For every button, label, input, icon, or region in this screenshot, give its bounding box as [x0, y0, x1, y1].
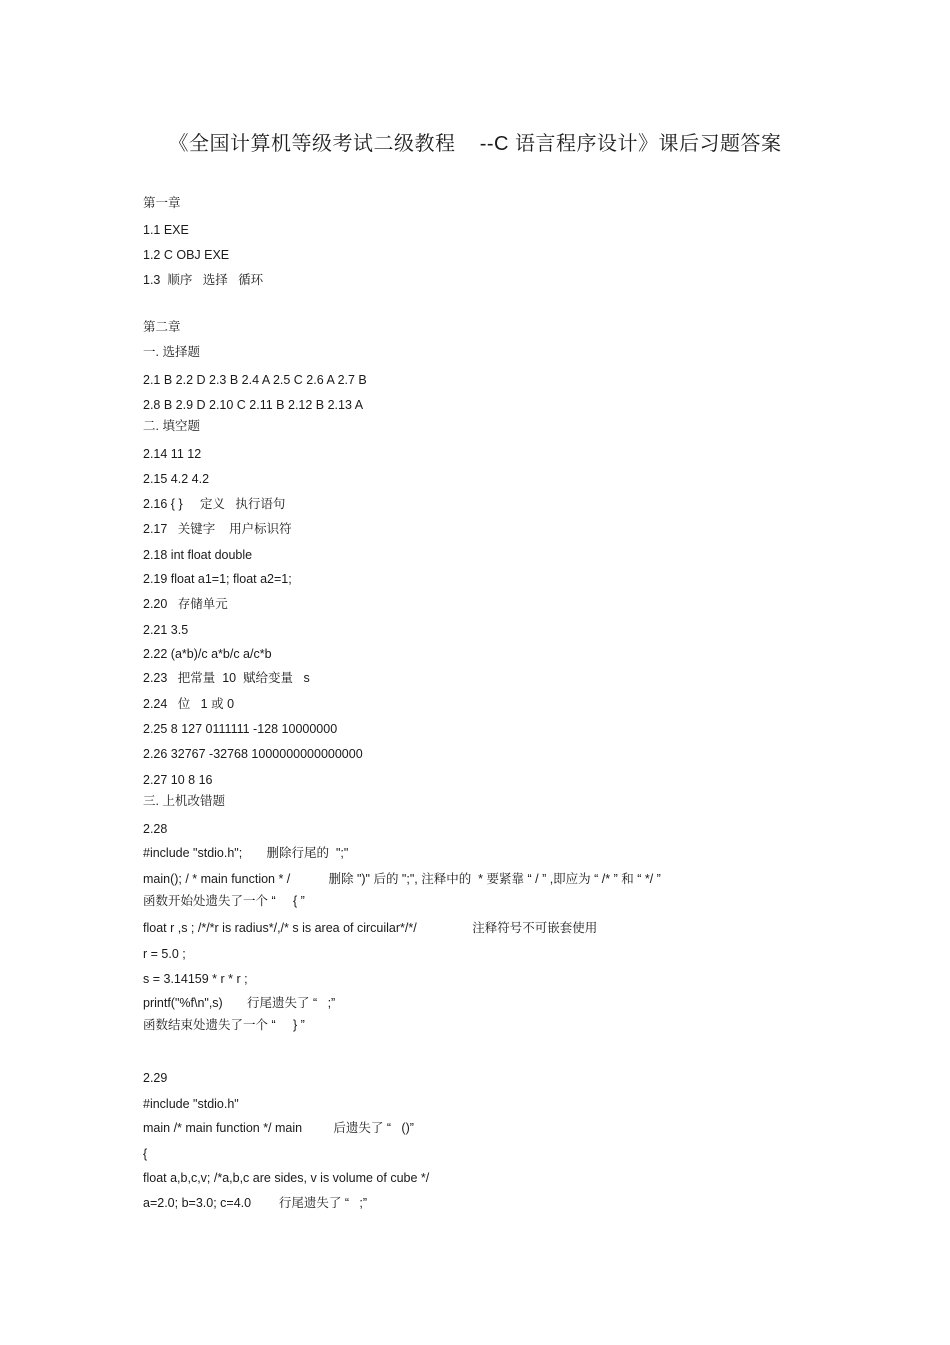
code-line: r = 5.0 ; — [143, 947, 186, 961]
answer-line: 1.3 顺序 选择 循环 — [143, 273, 264, 287]
answer-line: 1.2 C OBJ EXE — [143, 248, 230, 262]
answer-line: 2.8 B 2.9 D 2.10 C 2.11 B 2.12 B 2.13 A — [143, 398, 364, 412]
answer-line: 2.27 10 8 16 — [143, 773, 213, 787]
code-line: #include "stdio.h"; 删除行尾的 ";" — [143, 846, 349, 860]
code-line: s = 3.14159 * r * r ; — [143, 972, 248, 986]
chapter-1-heading: 第一章 — [143, 196, 181, 210]
answer-line: 2.22 (a*b)/c a*b/c a/c*b — [143, 647, 272, 661]
answer-line: 2.26 32767 -32768 1000000000000000 — [143, 747, 363, 761]
code-line: main(); / * main function * / 删除 ")" 后的 ";", 注释中的 * 要紧靠 “ / ” ,即应为 “ /* ” 和 “ */ ” — [143, 872, 661, 886]
code-line: printf("%f\n",s) 行尾遗失了 “ ;” — [143, 996, 336, 1010]
code-line: a=2.0; b=3.0; c=4.0 行尾遗失了 “ ;” — [143, 1196, 368, 1210]
code-line: { — [143, 1147, 148, 1161]
chapter-2-heading: 第二章 — [143, 320, 181, 334]
answer-line: 2.15 4.2 4.2 — [143, 472, 210, 486]
answer-line: 2.18 int float double — [143, 548, 253, 562]
section-heading-fill: 二. 填空题 — [143, 419, 200, 433]
code-line: #include "stdio.h" — [143, 1097, 239, 1111]
exercise-number: 2.29 — [143, 1071, 168, 1085]
code-line: float r ,s ; /*/*r is radius*/,/* s is area of circuilar*/*/ 注释符号不可嵌套使用 — [143, 921, 598, 935]
answer-line: 2.24 位 1 或 0 — [143, 697, 235, 711]
code-note: 函数开始处遗失了一个 “ { ” — [143, 894, 305, 908]
code-note: 函数结束处遗失了一个 “ } ” — [143, 1018, 305, 1032]
answer-line: 2.19 float a1=1; float a2=1; — [143, 572, 292, 586]
answer-line: 2.1 B 2.2 D 2.3 B 2.4 A 2.5 C 2.6 A 2.7 B — [143, 373, 367, 387]
document-title: 《全国计算机等级考试二级教程 --C 语言程序设计》课后习题答案 — [168, 133, 782, 155]
answer-line: 2.14 11 12 — [143, 447, 202, 461]
exercise-number: 2.28 — [143, 822, 168, 836]
answer-line: 1.1 EXE — [143, 223, 189, 237]
answer-line: 2.25 8 127 0111111 -128 10000000 — [143, 722, 338, 736]
answer-line: 2.23 把常量 10 赋给变量 s — [143, 671, 310, 685]
answer-line: 2.16 { } 定义 执行语句 — [143, 497, 286, 511]
answer-line: 2.21 3.5 — [143, 623, 189, 637]
code-line: main /* main function */ main 后遗失了 “ ()” — [143, 1121, 414, 1135]
section-heading-choice: 一. 选择题 — [143, 345, 200, 359]
section-heading-debug: 三. 上机改错题 — [143, 794, 225, 808]
answer-line: 2.20 存储单元 — [143, 597, 228, 611]
code-line: float a,b,c,v; /*a,b,c are sides, v is volume of cube */ — [143, 1171, 430, 1185]
answer-line: 2.17 关键字 用户标识符 — [143, 522, 292, 536]
